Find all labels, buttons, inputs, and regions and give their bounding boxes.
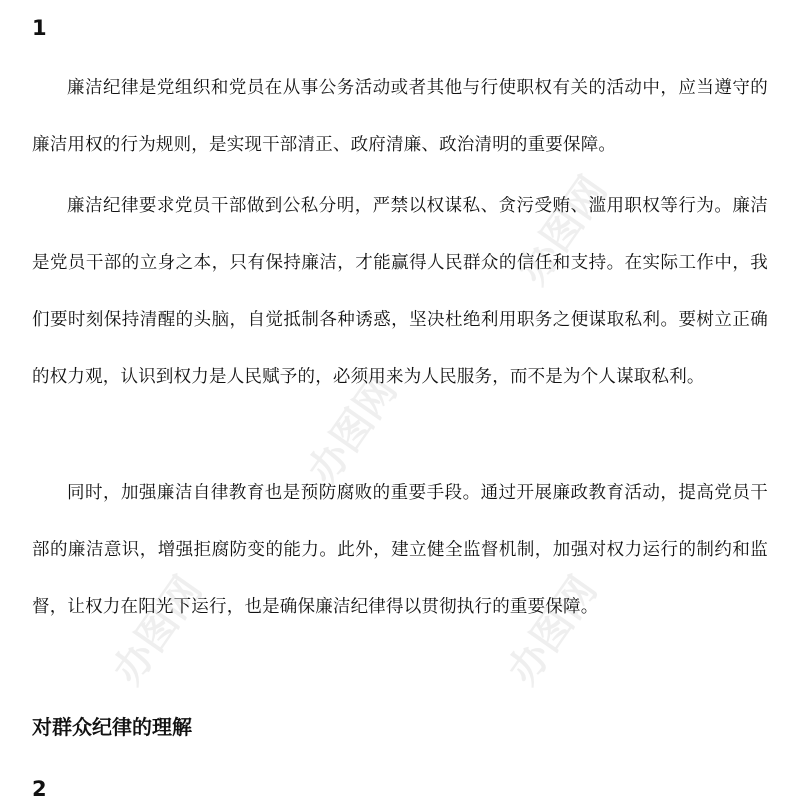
page-number: 1 xyxy=(32,16,47,40)
paragraph-integrity-education: 同时，加强廉洁自律教育也是预防腐败的重要手段。通过开展廉政教育活动，提高党员干部的廉洁意识，增强拒腐防变的能力。此外，建立健全监督机制，加强对权力运行的制约和监督，让权力在阳光下运行，也是确保廉洁纪律得以贯彻执行的重要保障。 xyxy=(32,483,768,617)
section-heading: 对群众纪律的理解 xyxy=(32,715,192,739)
watermark: 办图网 xyxy=(299,368,407,493)
watermark: 办图网 xyxy=(509,168,617,293)
paragraph-integrity-definition: 廉洁纪律是党组织和党员在从事公务活动或者其他与行使职权有关的活动中，应当遵守的廉洁用权的行为规则，是实现干部清正、政府清廉、政治清明的重要保障。 xyxy=(32,78,768,155)
watermark: 办图网 xyxy=(104,568,212,693)
watermark: 办图网 xyxy=(499,568,607,693)
page-number: 2 xyxy=(32,777,47,801)
paragraph-integrity-requirements: 廉洁纪律要求党员干部做到公私分明，严禁以权谋私、贪污受贿、滥用职权等行为。廉洁是党员干部的立身之本，只有保持廉洁，才能赢得人民群众的信任和支持。在实际工作中，我们要时刻保持清醒的头脑，自觉抵制各种诱惑，坚决杜绝利用职务之便谋取私利。要树立正确的权力观，认识到权力是人民赋予的，必须用来为人民服务，而不是为个人谋取私利。 xyxy=(32,196,768,387)
